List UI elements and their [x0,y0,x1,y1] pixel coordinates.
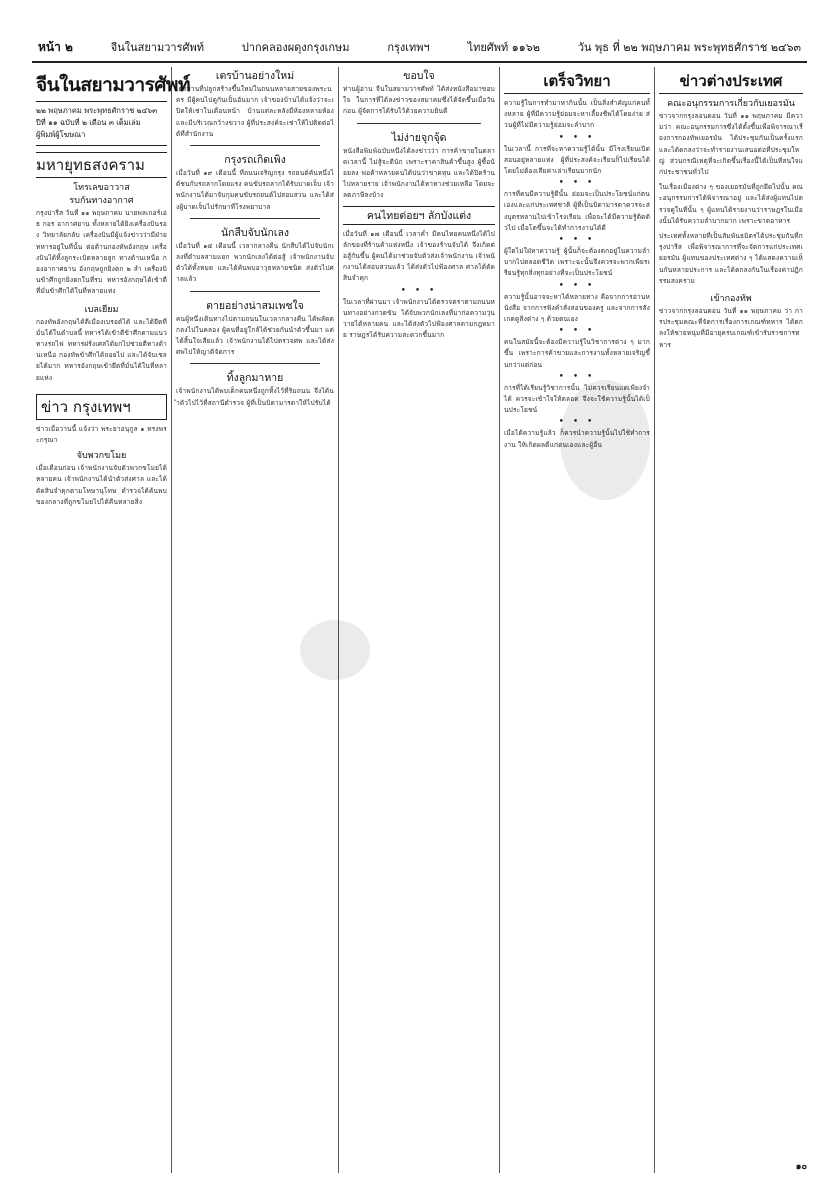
separator-dots: • • • [558,132,596,143]
article-body: การที่คนมีความรู้ดีนั้น ย่อมจะเป็นประโยชน์แก่ตนเองและแก่ประเทศชาติ ผู้ที่เป็นบิดามารดาควรจะส่งบุตรหลานไปเข้าโรงเรียน เพื่อจะได้มีความรู้ติดตัวไป เมื่อโตขึ้นจะได้ทำการงานได้ดี [504,190,650,232]
divider [190,291,320,292]
page-number: หน้า ๒ [38,40,73,54]
article-body: ผู้ใดไม่ใฝ่หาความรู้ ผู้นั้นก็จะต้องตกอยู่ในความลำบากไปตลอดชีวิต เพราะฉะนั้นจึงควรจะพากเพียรเรียนรู้ทุกสิ่งทุกอย่างที่จะเป็นประโยชน์ [504,247,650,278]
masthead-info [36,102,167,146]
article-body: ความรู้นั้นอาจจะหาได้หลายทาง คือจากการอ่านหนังสือ จากการฟังคำสั่งสอนของครู และจากการสังเกตดูสิ่งต่าง ๆ ด้วยตนเอง [504,292,650,324]
article-body: กองทัพอังกฤษได้ตีเมืองเบรอต์ได้ และได้ยึดที่มั่นได้ในตำบลนี้ ทหารได้เข้าตีข้าศึกตามแนวทางรถไฟ ทหารฝรั่งเศสได้ยกไปช่วยตีทางด้านเหนือ กองทัพข้าศึกได้ถอยไป และได้จับเชลยได้มาก ทหารอังกฤษเข้ายึดที่มั่นได้ในที่หลายแห่ง [36,317,167,382]
column-4 [500,67,655,1173]
separator-dots: • • • [558,371,596,382]
article-body: เมื่อวันที่ ๑๕ เดือนนี้ เวลากลางคืน นักสืบได้ไปจับนักเลงที่ตำบลสามแยก พวกนักเลงได้ต่อสู้ เจ้าพนักงานจับตัวได้ทั้งหมด และได้ค้นพบอาวุธหลายชนิด ส่งตัวไปศาลแล้ว [176,241,334,284]
masthead-title: จีนในสยามวารศัพท์ [36,67,167,102]
article-body: ความรู้ในการทำมาหากินนั้น เป็นสิ่งสำคัญแก่คนทั้งหลาย ผู้ที่มีความรู้ย่อมจะหาเลี้ยงชีพได้โดยง่าย ส่วนผู้ที่ไม่มีความรู้ย่อมจะลำบาก [504,99,650,130]
publication-place: ปากคลองผดุงกรุงเกษม [241,41,350,54]
article-body: ข่าวจากกรุงลอนดอน วันที่ ๑๑ พฤษภาคม มีความว่า คณะอนุกรรมการซึ่งได้ตั้งขึ้นเพื่อพิจารณาเรื่องการกองทัพเยอรมัน ได้ประชุมกันเป็นครั้งแรก และได้ตกลงว่าจะทำรายงานเสนอต่อที่ประชุมใหญ่ ส่วนกรณีเหตุที่จะเกิดขึ้นเรื่องนี้ได้เป็นที่สนใจแก่ประชาชนทั่วไป [659,112,803,177]
separator-dots: • • • [400,285,438,296]
column-1 [32,67,190,1173]
divider [190,218,320,219]
columns [32,67,807,1173]
divider [190,145,320,146]
article-body: เมื่อวันที่ ๑๙ เดือนนี้ ที่ถนนเจริญกรุง รถยนต์คันหนึ่งได้ชนกับรถลากโดยแรง คนขับรถลากได้รับบาดเจ็บ เจ้าพนักงานได้มาจับกุมคนขับรถยนต์ไปสอบสวน และได้ส่งผู้บาดเจ็บไปรักษาที่โรงพยาบาล [176,169,334,211]
article-body: เมื่อเดือนก่อน เจ้าพนักงานจับตัวพวกขโมยได้หลายคน เจ้าพนักงานได้นำตัวส่งศาล และได้ตัดสินจำคุกตามโทษานุโทษ ตำรวจได้ค้นพบของกลางที่ถูกขโมยไปได้คืนหลายสิ่ง [36,464,167,506]
article-body: ท่านผู้อ่าน จีนในสยามวารศัพท์ ได้ส่งหนังสือมาขอบใจ ในการที่ได้ลงข่าวของสมาคมซึ่งได้จัดขึ้นเมื่อวันก่อน ผู้จัดการได้รับไว้ด้วยความยินดี [343,85,495,116]
masthead-info-line: ๒๒ พฤษภาคม พระพุทธศักราช ๒๔๖๓ [36,106,158,115]
footer-mark: ๑๐ [795,1162,807,1172]
issue-date: วัน พุธ ที่ ๒๒ พฤษภาคม พระพุทธศักราช ๒๔๖๓ [577,41,801,54]
paper-name: จีนในสยามวารศัพท์ [110,41,204,54]
headline: เตร็จวิทยา [504,67,650,94]
article-body: ในเรื่องเมืองต่าง ๆ ของเยอรมันที่ถูกยึดไปนั้น คณะอนุกรรมการได้พิจารณาอยู่ และได้ส่งผู้แทนไปตรวจดูในที่นั้น ๆ ผู้แทนได้รายงานว่าราษฎรในเมืองนั้นได้รับความลำบากมาก เพราะขาดอาหาร [659,183,803,225]
column-5 [655,67,807,1173]
column-2 [172,67,339,1173]
article-body: ในเวลาที่ผ่านมา เจ้าพนักงานได้ตรวจตราตามถนนหนทางอย่างกวดขัน ได้จับพวกนักเลงที่มาก่อความวุ่นวายได้หลายคน และได้ส่งตัวไปฟ้องศาลตามกฎหมาย ราษฎรได้รับความสะดวกขึ้นมาก [343,297,495,340]
separator-dots: • • • [558,326,596,337]
article-body: เมื่อได้ความรู้แล้ว ก็ควรนำความรู้นั้นไปใช้ทำการงาน ให้เกิดผลดีแก่ตนเองและผู้อื่น [504,429,650,449]
separator-dots: • • • [558,417,596,428]
article-body: การที่ได้เรียนรู้วิชาการนั้น ไม่ควรเรียนแต่เพียงจำได้ ควรจะเข้าใจให้ตลอด จึงจะใช้ความรู้นั้นได้เป็นประโยชน์ [504,383,650,415]
headline: เตรบ้านอย่างใหม่ [215,70,295,82]
article-body: ประเทศทั้งหลายที่เป็นสัมพันธมิตรได้ประชุมกันที่กรุงปารีส เพื่อพิจารณาการที่จะจัดการแก่ประเทศเยอรมัน ผู้แทนของประเทศต่าง ๆ ได้แสดงความเห็นกันหลายประการ และได้ตกลงกันในเรื่องค่าปฏิกรรมสงคราม [659,232,803,285]
article-body: คนในสมัยนี้จะต้องมีความรู้ในวิชาการต่าง ๆ มากขึ้น เพราะการค้าขายและการงานทั้งหลายเจริญขึ้นกว่าแต่ก่อน [504,338,650,369]
city: กรุงเทพฯ [387,41,430,54]
headline: ไม่ง่ายจุกจุ้ด [391,131,447,144]
headline: ทิ้งลูกมาหาย [226,372,284,385]
subhead-air-battle: รบกันทางอากาศ [69,196,134,206]
section-title-war: มหายุทธสงคราม [36,152,167,178]
headline: คนไทยต่อยฯ ลักบังแต่ง [343,206,495,225]
subhead-telegram: โทรเลขอาวาส [73,183,130,193]
subhead-thieves: จับพวกขโมย [76,451,127,462]
headline: ข่าวต่างประเทศ [659,67,803,94]
article-body: คนผู้หนึ่งเดินทางไปตามถนนในเวลากลางคืน ได้พลัดตกลงไปในคลอง ผู้คนที่อยู่ใกล้ได้ช่วยกันนำตัวขึ้นมา แต่ได้สิ้นใจเสียแล้ว เจ้าพนักงานได้ไปตรวจศพ และได้ส่งศพไปให้ญาติจัดการ [176,314,334,357]
subhead-commission: คณะอนุกรรมการเกี่ยวกับเยอรมัน [667,99,795,109]
masthead-info-line: ผู้พิมพ์ผู้โฆษณา [36,130,86,139]
article-body: เตรบ้านที่ปลูกสร้างขึ้นใหม่ในถนนหลายสายของพระนคร มีผู้คนไปดูกันเป็นอันมาก เจ้าของบ้านได้แจ้งว่าจะเปิดให้เช่าในเดือนหน้า บ้านแต่ละหลังมีห้องหลายห้อง และมีบริเวณกว้างขวาง ผู้ที่ประสงค์จะเช่าให้ไปติดต่อได้ที่สำนักงาน [176,85,334,138]
page-header [32,40,807,63]
article-body: ข่าวจากกรุงลอนดอน วันที่ ๑๑ พฤษภาคม ว่า การประชุมคณะที่จัดการเรื่องการเกณฑ์ทหาร ได้ตกลงให้ชายหนุ่มที่มีอายุครบเกณฑ์เข้ารับราชการทหาร [659,307,803,349]
section-title-bangkok-news: ข่าว กรุงเทพฯ [36,394,167,420]
subhead-join-army: เข้ากองทัพ [710,294,752,305]
subhead-belgium: เบลเยียม [84,304,119,315]
separator-dots: • • • [558,235,596,246]
issue-number: ไทยศัพท์ ๑๑๖๒ [467,41,540,54]
headline: นักสืบจับนักเลง [220,226,290,239]
headline: ขอบใจ [403,70,435,82]
divider [357,123,481,124]
separator-dots: • • • [558,178,596,189]
column-3 [339,67,500,1173]
headline: กรุงรถเกิดเพิง [224,154,286,167]
article-body: ข่าวเมื่อวานนี้ แจ้งว่า พระยาอนุกูล ๑ ทรงพระกรุณา [36,424,167,445]
article-body: หนังสือพิมพ์ฉบับหนึ่งได้ลงข่าวว่า การค้าขายในตลาดเวลานี้ ไม่สู้จะดีนัก เพราะราคาสินค้าขึ้นสูง ผู้ซื้อน้อยลง พ่อค้าหลายคนได้บ่นว่าขาดทุน และได้ปิดร้านไปหลายราย เจ้าพนักงานได้หาทางช่วยเหลือ โดยจะลดภาษีลงบ้าง [343,146,495,200]
separator-dots: • • • [558,280,596,291]
headline: ตายอย่างน่าสมเพชใจ [206,299,304,312]
article-body: เมื่อวันที่ ๑๗ เดือนนี้ เวลาค่ำ มีคนไทยคนหนึ่งได้ไปลักของที่ร้านค้าแห่งหนึ่ง เจ้าของร้านจับได้ จึงเกิดต่อสู้กันขึ้น ผู้คนได้มาช่วยจับตัวส่งเจ้าพนักงาน เจ้าพนักงานได้สอบสวนแล้ว ได้ส่งตัวไปฟ้องศาล ศาลได้ตัดสินจำคุก [343,229,495,283]
divider [190,363,320,364]
article-body: เจ้าพนักงานได้พบเด็กคนหนึ่งถูกทิ้งไว้ที่ริมถนน จึงได้นำตัวไปไว้ที่สถานีตำรวจ ผู้ที่เป็นบิดามารดาให้ไปรับได้ [176,387,334,407]
article-body: กรุงปารีส วันที่ ๑๑ พฤษภาคม นายพลเกอร์เอธ กอร อากาศยาน ทั้งหลายได้ยิงเครื่องบินรอง วิทยาลัยกลับ เครื่องบินมีผู้แจ้งข่าวว่ามีฝ่ายทหารอยู่ในที่นั้น ต่อต้านกองทัพอังกฤษ เครื่องบินได้ทิ้งลูกระเบิดหลายลูก ทางด้านเหนือ กองอากาศยาน อังกฤษถูกยิงตก ๒ ลำ เครื่องบินข้าศึกถูกยิงตกในที่รบ ทหารอังกฤษได้เข้าตีที่มั่นข้าศึกได้ในที่หลายแห่ง [36,209,167,296]
article-body: ในเวลานี้ การที่จะหาความรู้ได้นั้น มีโรงเรียนเปิดสอนอยู่หลายแห่ง ผู้ที่ประสงค์จะเรียนก็ไปเรียนได้ โดยไม่ต้องเสียค่าเล่าเรียนมากนัก [504,144,650,176]
masthead-info-line: ปีที่ ๑๑ ฉบับที่ ๒ เดือน ๓ เต็มเล่ม [36,118,141,127]
